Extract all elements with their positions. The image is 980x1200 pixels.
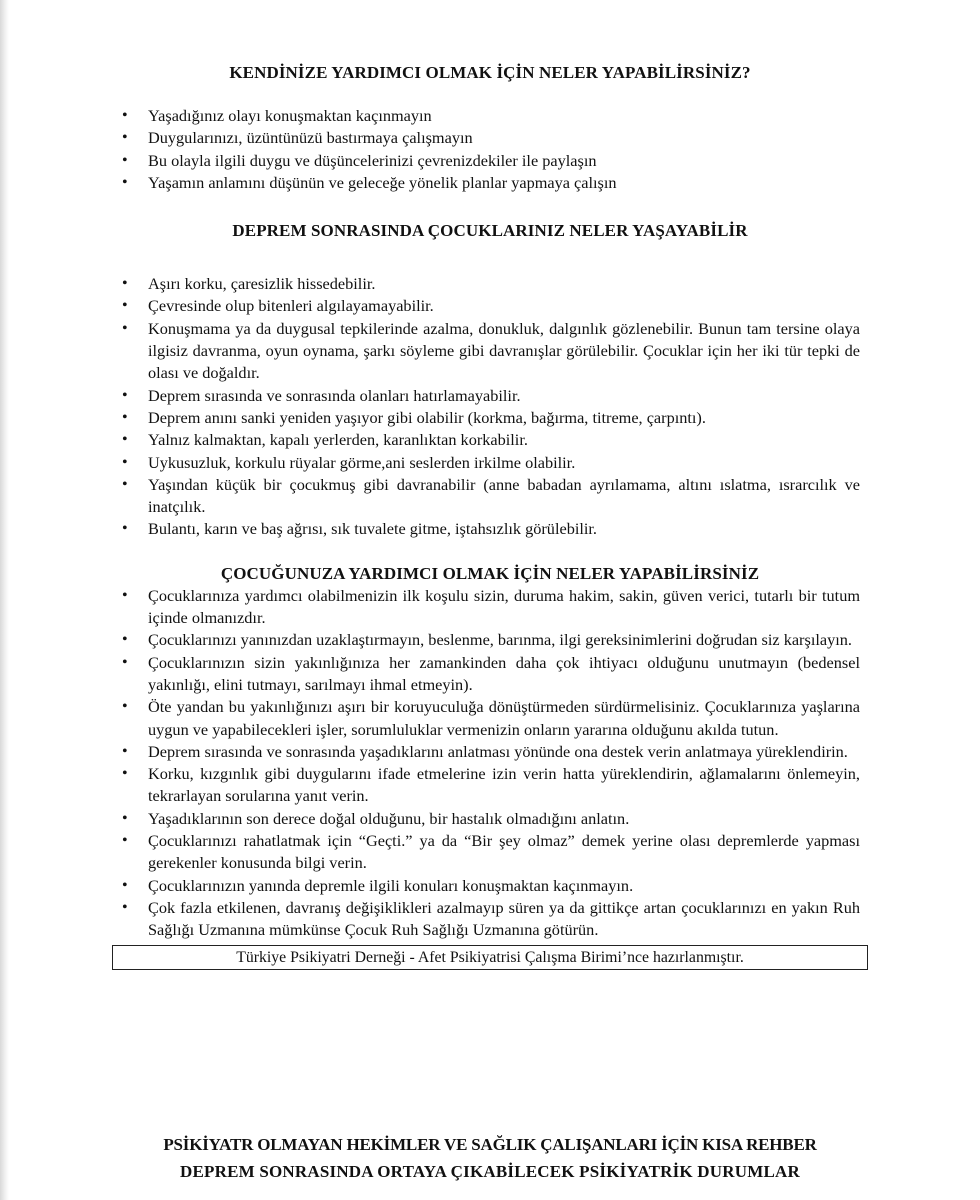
list-item: • Bulantı, karın ve baş ağrısı, sık tuvalete gitme, iştahsızlık görülebilir.: [120, 518, 860, 540]
credit-box: Türkiye Psikiyatri Derneği - Afet Psikiyatrisi Çalışma Birimi’nce hazırlanmıştır.: [112, 945, 868, 970]
bullet-list-helping-children: [120, 585, 860, 942]
list-item: • Çocuklarınızın sizin yakınlığınıza her zamankinden daha çok ihtiyacı olduğunu unutmayın (bedensel yakınlığı, elini tutmayı, sarılmayı ihmal etmeyin).: [120, 652, 860, 697]
list-item: • Yalnız kalmaktan, kapalı yerlerden, karanlıktan korkabilir.: [120, 429, 860, 451]
list-item: • Çocuklarınızın yanında depremle ilgili konuları konuşmaktan kaçınmayın.: [120, 875, 860, 897]
list-item: • Yaşından küçük bir çocukmuş gibi davranabilir (anne babadan ayrılamama, altını ıslatma, ısrarcılık ve inatçılık.: [120, 474, 860, 519]
list-item: • Korku, kızgınlık gibi duygularını ifade etmelerine izin verin hatta yüreklendirin, ağlamalarını önlemeyin, tekrarlayan sorularına yanıt verin.: [120, 763, 860, 808]
list-item: • Deprem anını sanki yeniden yaşıyor gibi olabilir (korkma, bağırma, titreme, çarpıntı).: [120, 407, 860, 429]
bullet-list-children-reactions: [120, 273, 860, 541]
list-item: • Yaşamın anlamını düşünün ve geleceğe yönelik planlar yapmaya çalışın: [120, 172, 860, 194]
list-item: • Çocuklarınızı yanınızdan uzaklaştırmayın, beslenme, barınma, ilgi gereksinimlerini doğrudan siz karşılayın.: [120, 629, 860, 651]
page-shadow-edge: [0, 0, 9, 1200]
section-heading-helping-children: ÇOCUĞUNUZA YARDIMCI OLMAK İÇİN NELER YAPABİLİRSİNİZ: [220, 563, 760, 583]
list-item: • Çocuklarınızı rahatlatmak için “Geçti.” ya da “Bir şey olmaz” demek yerine olası depremlerde yapması gerekenler konusunda bilgi verin.: [120, 830, 860, 875]
list-item: • Konuşmama ya da duygusal tepkilerinde azalma, donukluk, dalgınlık gözlenebilir. Bunun tam tersine olaya ilgisiz davranma, oyun oynama, şarkı söyleme gibi davranışlar görülebilir. Çocuklar için her iki tür tepki de olası ve doğaldır.: [120, 318, 860, 385]
list-item: • Deprem sırasında ve sonrasında yaşadıklarını anlatması yönünde ona destek verin anlatmaya yüreklendirin.: [120, 741, 860, 763]
list-item: • Duygularınızı, üzüntünüzü bastırmaya çalışmayın: [120, 127, 860, 149]
section-heading-children-reactions: DEPREM SONRASINDA ÇOCUKLARINIZ NELER YAŞAYABİLİR: [232, 221, 748, 241]
list-item: • Uykusuzluk, korkulu rüyalar görme,ani seslerden irkilme olabilir.: [120, 452, 860, 474]
document-content: [120, 56, 860, 970]
footer-heading-conditions: DEPREM SONRASINDA ORTAYA ÇIKABİLECEK PSİKİYATRİK DURUMLAR: [180, 1162, 800, 1181]
list-item: • Çevresinde olup bitenleri algılayamayabilir.: [120, 295, 860, 317]
footer-heading-guide: PSİKİYATR OLMAYAN HEKİMLER VE SAĞLIK ÇALIŞANLARI İÇİN KISA REHBER: [163, 1135, 817, 1154]
list-item: • Aşırı korku, çaresizlik hissedebilir.: [120, 273, 860, 295]
list-item: • Çok fazla etkilenen, davranış değişiklikleri azalmayıp süren ya da gittikçe artan çocuklarınızı en yakın Ruh Sağlığı Uzmanına mümkünse Çocuk Ruh Sağlığı Uzmanına götürün.: [120, 897, 860, 942]
list-item: • Yaşadıklarının son derece doğal olduğunu, bir hastalık olmadığını anlatın.: [120, 808, 860, 830]
list-item: • Yaşadığınız olayı konuşmaktan kaçınmayın: [120, 105, 860, 127]
list-item: • Deprem sırasında ve sonrasında olanları hatırlamayabilir.: [120, 385, 860, 407]
list-item: • Bu olayla ilgili duygu ve düşüncelerinizi çevrenizdekiler ile paylaşın: [120, 150, 860, 172]
section-heading-self-help: KENDİNİZE YARDIMCI OLMAK İÇİN NELER YAPABİLİRSİNİZ?: [229, 63, 751, 82]
list-item: • Öte yandan bu yakınlığınızı aşırı bir koruyuculuğa dönüştürmeden sürdürmelisiniz. Çocuklarınıza yaşlarına uygun ve yapabilecekleri işler, sorumluluklar vermenizin onların yararına olduğunu akılda tutun.: [120, 696, 860, 741]
bullet-list-self-help: [120, 105, 860, 194]
list-item: • Çocuklarınıza yardımcı olabilmenizin ilk koşulu sizin, duruma hakim, sakin, güven verici, tutarlı bir tutum içinde olmanızdır.: [120, 585, 860, 630]
